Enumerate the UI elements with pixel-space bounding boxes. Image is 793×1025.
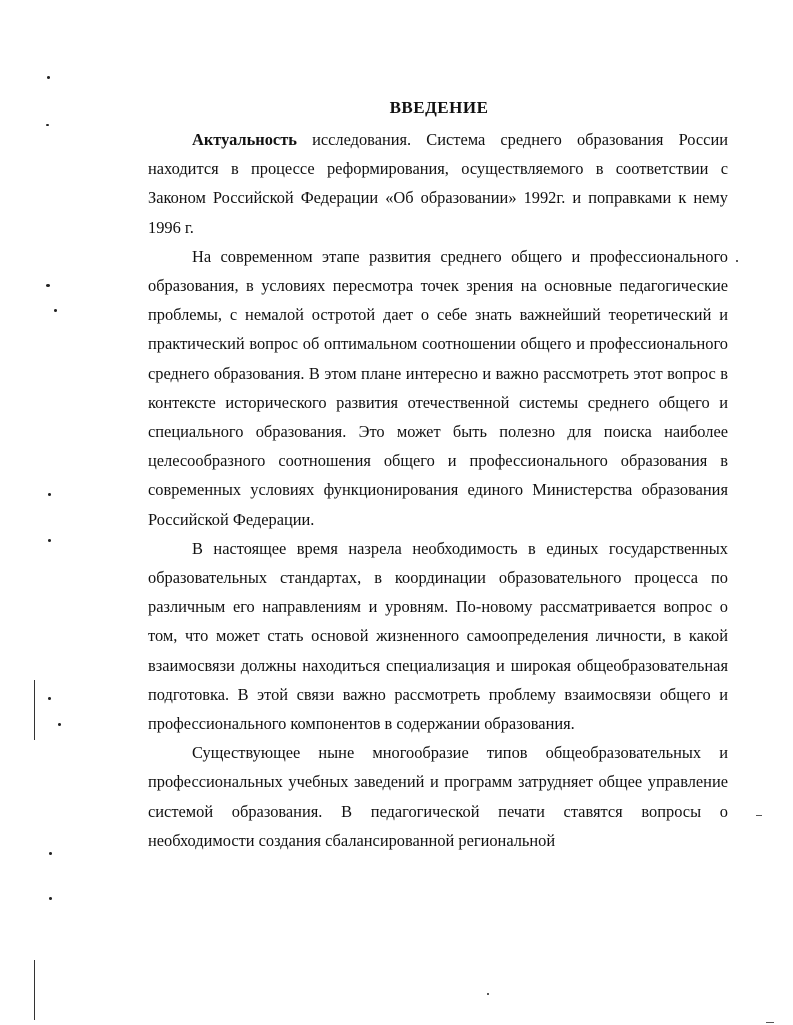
page-title: ВВЕДЕНИЕ [389, 98, 489, 117]
paragraph-1-lead: Актуальность [192, 130, 297, 149]
scan-dash [766, 1022, 774, 1023]
scan-speck [736, 260, 738, 262]
scan-edge-line [34, 680, 35, 740]
scan-speck [58, 723, 61, 726]
paragraph-1 [148, 125, 728, 242]
paragraph-3-text: В настоящее время назрела необходимость в единых государственных образовательных стандартах, в координации образовательного процесса по различным его направлениям и уровням. По-новому рассматривается вопрос о том, что может стать основой жизненного самоопределения личности, в какой взаимосвязи должны находиться специализация и широкая общеобразовательная подготовка. В этой связи важно рассмотреть проблему взаимосвязи общего и профессионального компонентов в содержании образования. [148, 538, 728, 734]
scan-edge-line [34, 960, 35, 1020]
scan-speck [49, 852, 52, 855]
paragraph-3 [148, 534, 728, 738]
scan-dash [756, 815, 762, 816]
scan-speck [48, 539, 51, 542]
scan-speck [46, 284, 50, 287]
scan-speck [49, 897, 52, 900]
scan-speck [48, 697, 51, 700]
scan-speck [48, 493, 51, 496]
paragraph-2 [148, 242, 728, 534]
paragraph-4 [148, 738, 728, 855]
paragraph-4-text: Существующее ныне многообразие типов общеобразовательных и профессиональных учебных заведений и программ затрудняет общее управление системой образования. В педагогической печати ставятся вопросы о необходимости создания сбалансированной региональной [148, 743, 728, 850]
body-text [148, 125, 728, 855]
scan-speck [54, 309, 57, 312]
scan-speck [487, 993, 489, 995]
paragraph-2-text: На современном этапе развития среднего общего и профессионального образования, в условиях пересмотра точек зрения на основные педагогические проблемы, с немалой остротой дает о себе знать важнейший теоретический и практический вопрос об оптимальном соотношении общего и профессионального среднего образования. В этом плане интересно и важно рассмотреть этот вопрос в контексте исторического развития отечественной системы среднего общего и специального образования. Это может быть полезно для поиска наиболее целесообразного соотношения общего и профессионального образования в современных условиях функционирования единого Министерства образования Российской Федерации. [148, 246, 728, 529]
scan-speck [47, 76, 50, 79]
paragraph-1-text: исследования. Система среднего образования России находится в процессе реформирования, осуществляемого в соответствии с Законом Российской Федерации «Об образовании» 1992г. и поправками к нему 1996 г. [148, 130, 728, 237]
scan-speck [46, 124, 49, 126]
